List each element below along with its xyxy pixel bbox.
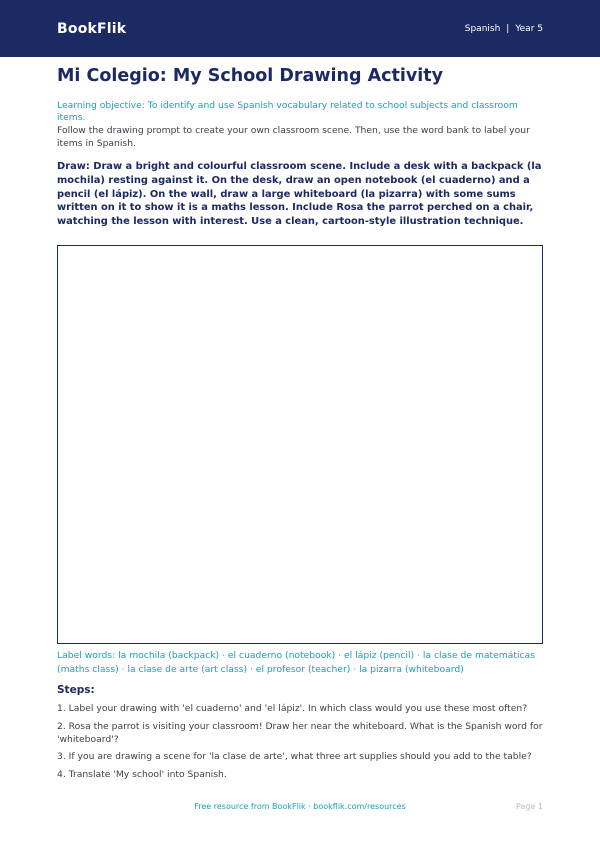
step-item-3: 3. If you are drawing a scene for 'la clase de arte', what three art supplies should you add to the table?	[57, 751, 532, 762]
steps-list	[57, 702, 547, 785]
meta-separator: |	[506, 23, 510, 34]
step-item-2: 2. Rosa the parrot is visiting your classroom! Draw her near the whiteboard. What is the Spanish word for 'whiteboard'?	[57, 720, 543, 745]
subject-year-label	[465, 24, 543, 34]
step-item-1: 1. Label your drawing with 'el cuaderno' and 'el lápiz'. In which class would you use these most often?	[57, 703, 528, 714]
step-item-4: 4. Translate 'My school' into Spanish.	[57, 768, 227, 780]
header-bar	[0, 0, 600, 57]
page-title: Mi Colegio: My School Drawing Activity	[57, 66, 444, 86]
footer-source[interactable]: Free resource from BookFlik · bookflik.com/resources	[194, 802, 406, 811]
brand-logo[interactable]: BookFlik	[57, 20, 127, 37]
learning-objective: Learning objective: To identify and use Spanish vocabulary related to school subjects and classroom items.	[57, 100, 518, 123]
page-number: Page 1	[516, 802, 543, 811]
year-label: Year 5	[515, 23, 543, 34]
drawing-area[interactable]	[57, 245, 543, 644]
intro-text: Follow the drawing prompt to create your own classroom scene. Then, use the word bank to label your items in Spanish.	[57, 125, 530, 149]
drawing-prompt: Draw: Draw a bright and colourful classroom scene. Include a desk with a backpack (la mochila) resting against it. On the desk, draw an open notebook (el cuaderno) and a pencil (el lápiz). On the wall, draw a large whiteboard (la pizarra) with some sums written on it to show it is a maths lesson. Include Rosa the parrot perched on a chair, watching the lesson with interest. Use a clean, cartoon-style illustration technique.	[57, 161, 542, 228]
steps-heading: Steps:	[57, 684, 95, 696]
word-bank: Label words: la mochila (backpack) · el cuaderno (notebook) · el lápiz (pencil) · la clase de matemáticas (maths class) · la clase de arte (art class) · el profesor (teacher) · la pizarra (whiteboard)	[57, 650, 535, 675]
subject-label: Spanish	[464, 23, 501, 34]
